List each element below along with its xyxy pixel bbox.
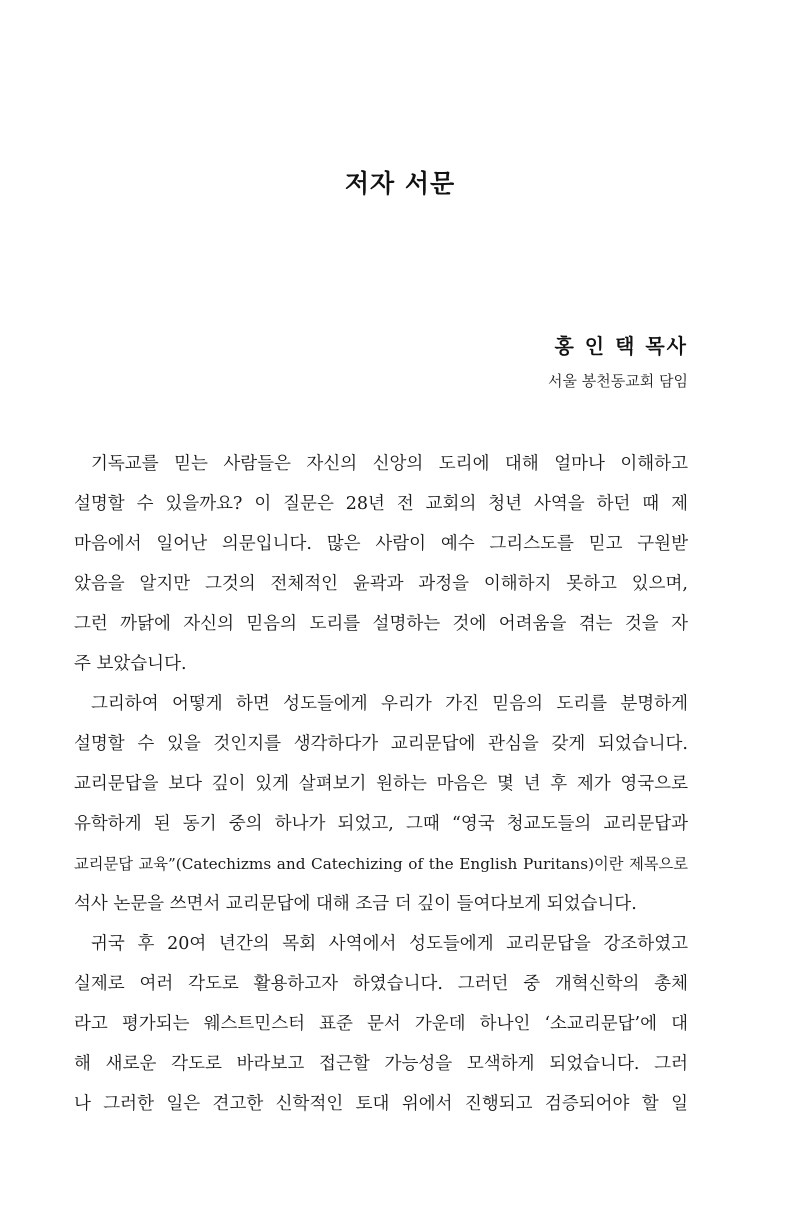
page-title: 저자 서문: [344, 169, 456, 198]
text-line: 주 보았습니다.: [74, 654, 187, 674]
text-line: 나 그러한 일은 견고한 신학적인 토대 위에서 진행되고 검증되어야 할 일: [74, 1094, 688, 1114]
text-line: 유학하게 된 동기 중의 하나가 되었고, 그때 “영국 청교도들의 교리문답과: [74, 814, 688, 834]
text-line: 석사 논문을 쓰면서 교리문답에 대해 조금 더 깊이 들여다보게 되었습니다.: [74, 894, 637, 914]
preface-body: [74, 444, 688, 1124]
text-line: 교리문답을 보다 깊이 있게 살펴보기 원하는 마음은 몇 년 후 제가 영국으로: [74, 774, 688, 794]
text-line: 라고 평가되는 웨스트민스터 표준 문서 가운데 하나인 ‘소교리문답’에 대: [74, 1014, 688, 1034]
text-line: 교리문답 교육”(Catechizms and Catechizing of the English Puritans)이란 제목으로: [74, 855, 688, 873]
text-line: 실제로 여러 각도로 활용하고자 하였습니다. 그러던 중 개혁신학의 총체: [74, 974, 688, 994]
author-affiliation: 서울 봉천동교회 담임: [548, 372, 688, 390]
text-line: 설명할 수 있을 것인지를 생각하다가 교리문답에 관심을 갖게 되었습니다.: [74, 734, 688, 754]
text-line: 귀국 후 20여 년간의 목회 사역에서 성도들에게 교리문답을 강조하였고: [91, 934, 688, 954]
text-line: 해 새로운 각도로 바라보고 접근할 가능성을 모색하게 되었습니다. 그러: [74, 1054, 688, 1074]
text-line: 그리하여 어떻게 하면 성도들에게 우리가 가진 믿음의 도리를 분명하게: [91, 694, 688, 714]
text-line: 설명할 수 있을까요? 이 질문은 28년 전 교회의 청년 사역을 하던 때 제: [74, 494, 688, 514]
text-line: 았음을 알지만 그것의 전체적인 윤곽과 과정을 이해하지 못하고 있으며,: [74, 574, 688, 594]
text-line: 그런 까닭에 자신의 믿음의 도리를 설명하는 것에 어려움을 겪는 것을 자: [74, 614, 688, 634]
author-name: 홍 인 택 목사: [554, 334, 688, 358]
text-line: 마음에서 일어난 의문입니다. 많은 사람이 예수 그리스도를 믿고 구원받: [74, 534, 688, 554]
text-line: 기독교를 믿는 사람들은 자신의 신앙의 도리에 대해 얼마나 이해하고: [91, 454, 688, 474]
